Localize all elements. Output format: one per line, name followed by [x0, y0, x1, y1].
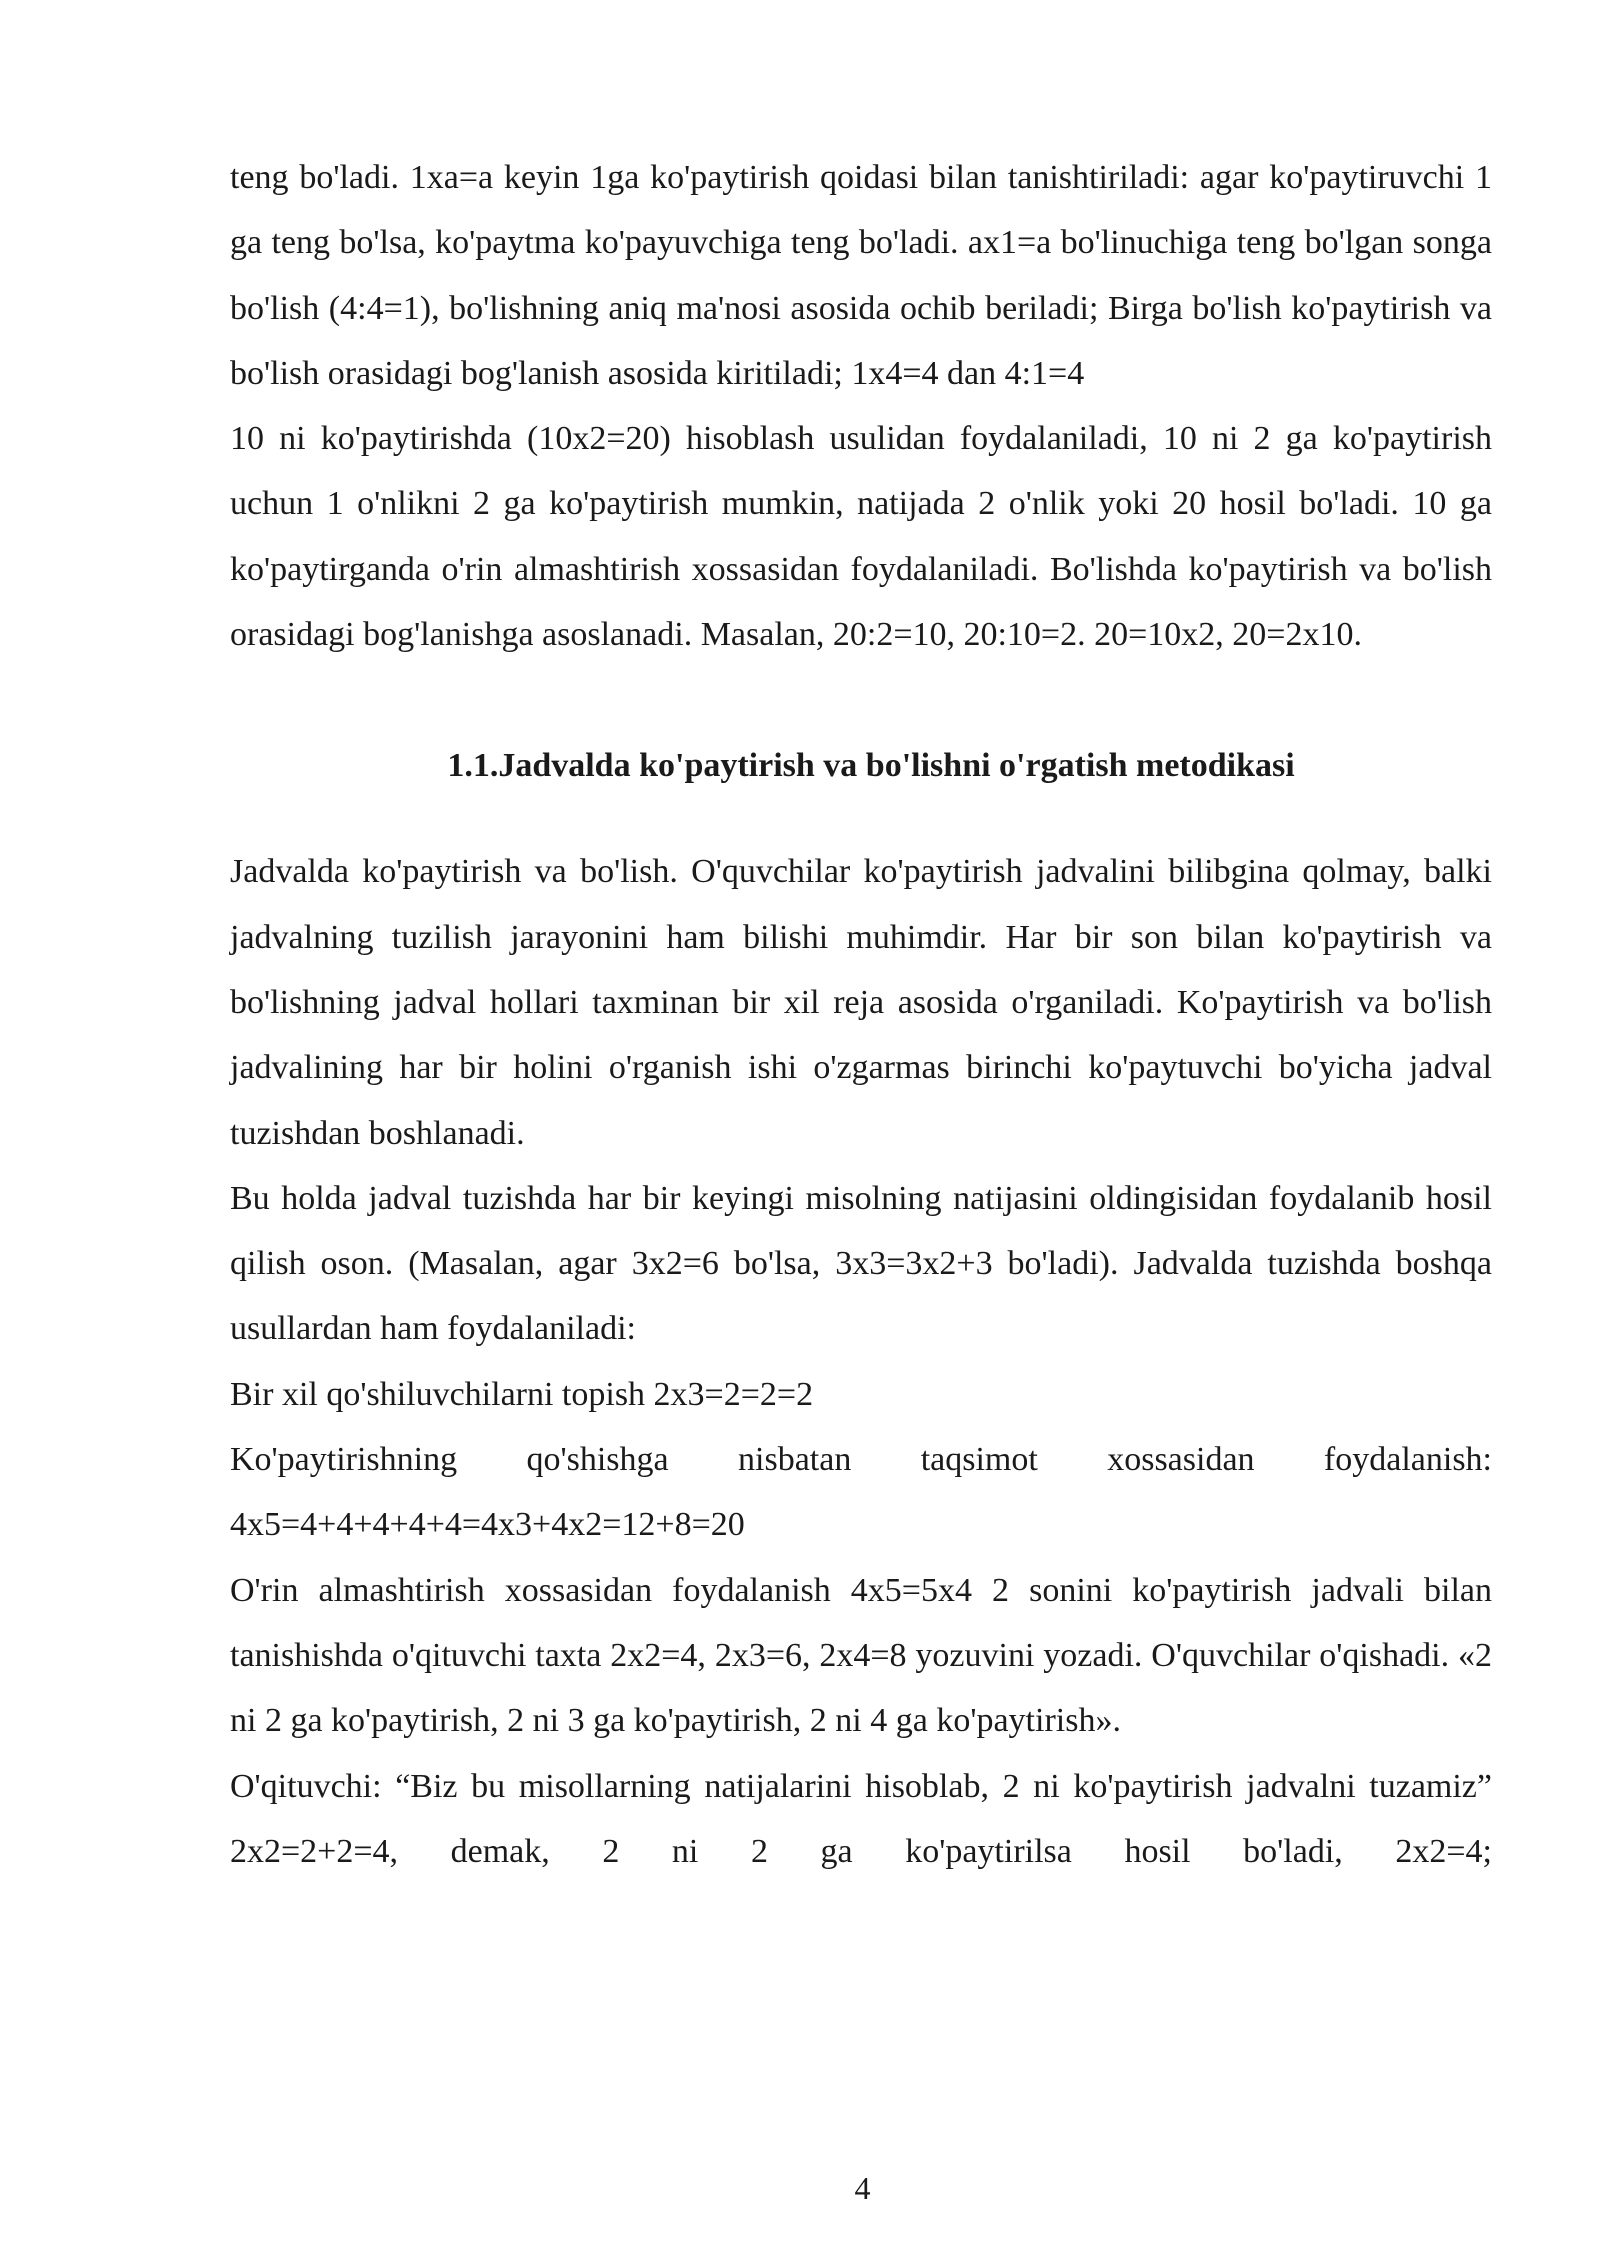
paragraph: Bu holda jadval tuzishda har bir keyingi misolning natijasini oldingisidan foydalanib hosil qilish oson. (Masalan, agar 3x2=6 bo'lsa, 3x3=3x2+3 bo'ladi). Jadvalda tuzishda boshqa usullardan ham foydalaniladi:: [230, 1179, 1492, 1348]
paragraph: Ko'paytirishning qo'shishga nisbatan taqsimot xossasidan foydalanish: 4x5=4+4+4+4+4=4x3+4x2=12+8=20: [230, 1441, 1492, 1544]
paragraph: Jadvalda ko'paytirish va bo'lish. O'quvchilar ko'paytirish jadvalini bilibgina qolmay, balki jadvalning tuzilish jarayonini ham bilishi muhimdir. Har bir son bilan ko'paytirish va bo'lishning jadval hollari taxminan bir xil reja asosida o'rganiladi. Ko'paytirish va bo'lish jadvalining har bir holini o'rganish ishi o'zgarmas birinchi ko'paytuvchi bo'yicha jadval tuzishdan boshlanadi.: [230, 853, 1492, 1152]
section-heading: 1.1.Jadvalda ko'paytirish va bo'lishni o'rgatish metodikasi: [447, 747, 1295, 785]
spacer: [230, 798, 1492, 839]
paragraph: teng bo'ladi. 1xa=a keyin 1ga ko'paytirish qoidasi bilan tanishtiriladi: agar ko'paytiruvchi 1 ga teng bo'lsa, ko'paytma ko'payuvchiga teng bo'ladi. ax1=a bo'linuchiga teng bo'lgan songa bo'lish (4:4=1), bo'lishning aniq ma'nosi asosida ochib beriladi; Birga bo'lish ko'paytirish va bo'lish orasidagi bog'lanish asosida kiritiladi; 1x4=4 dan 4:1=4: [230, 159, 1492, 392]
paragraph: 10 ni ko'paytirishda (10x2=20) hisoblash usulidan foydalaniladi, 10 ni 2 ga ko'paytirish uchun 1 o'nlikni 2 ga ko'paytirish mumkin, natijada 2 o'nlik yoki 20 hosil bo'ladi. 10 ga ko'paytirganda o'rin almashtirish xossasidan foydalaniladi. Bo'lishda ko'paytirish va bo'lish orasidagi bog'lanishga asoslanadi. Masalan, 20:2=10, 20:10=2. 20=10x2, 20=2x10.: [230, 420, 1492, 654]
page-body: [230, 145, 1492, 1884]
page-number: 4: [854, 2170, 871, 2206]
paragraph: O'rin almashtirish xossasidan foydalanish 4x5=5x4 2 sonini ko'paytirish jadvali bilan tanishishda o'qituvchi taxta 2x2=4, 2x3=6, 2x4=8 yozuvini yozadi. O'quvchilar o'qishadi. «2 ni 2 ga ko'paytirish, 2 ni 3 ga ko'paytirish, 2 ni 4 ga ko'paytirish».: [230, 1571, 1492, 1740]
paragraph: Bir xil qo'shiluvchilarni topish 2x3=2=2=2: [230, 1375, 814, 1413]
spacer: [230, 667, 1492, 733]
paragraph: O'qituvchi: “Biz bu misollarning natijalarini hisoblab, 2 ni ko'paytirish jadvalni tuzamiz” 2x2=2+2=4, demak, 2 ni 2 ga ko'paytirilsa hosil bo'ladi, 2x2=4;: [230, 1767, 1492, 1870]
